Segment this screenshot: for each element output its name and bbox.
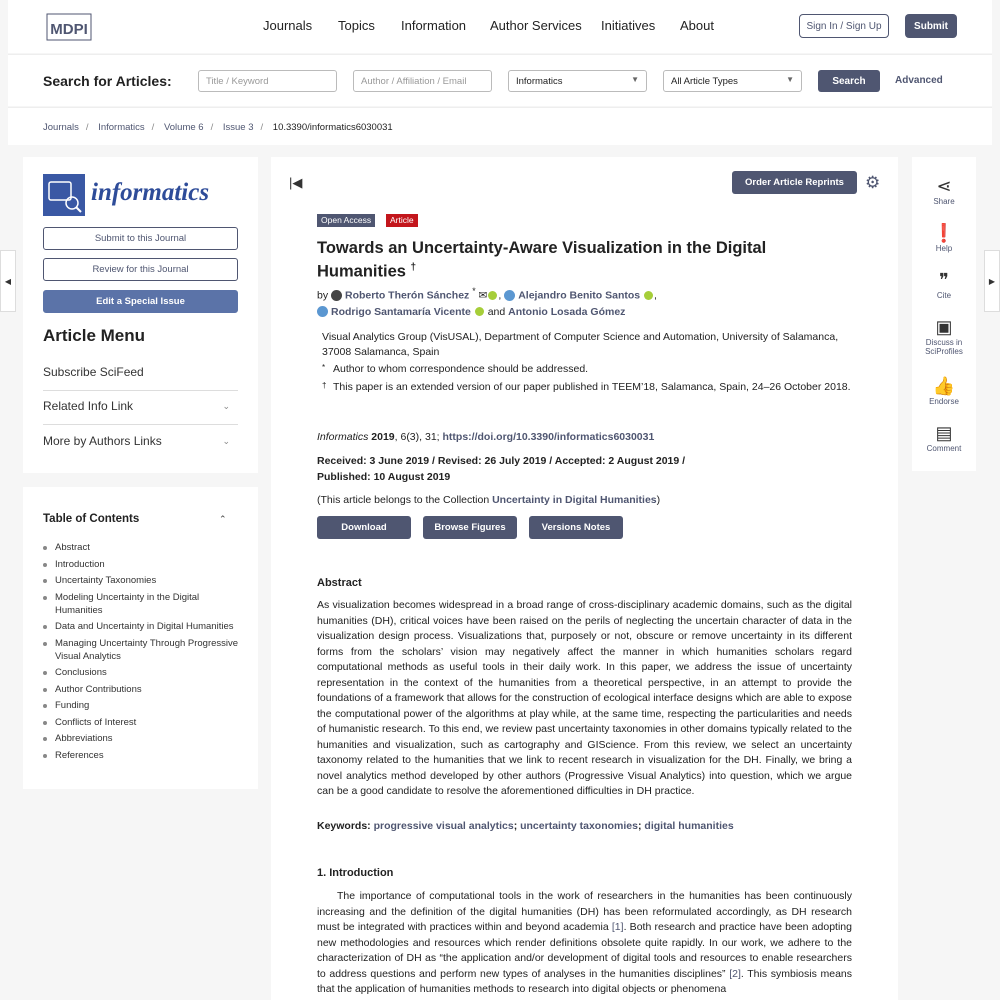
submit-to-journal-button[interactable]: Submit to this Journal [43,227,238,250]
share-icon: ⋖ [936,176,952,196]
breadcrumb-issue[interactable]: Issue 3 [222,122,254,133]
thumbs-up-icon: 👍 [932,376,956,396]
collection-link[interactable]: Uncertainty in Digital Humanities [492,494,657,506]
journal-panel [23,157,258,473]
menu-item-label: More by Authors Links [43,434,162,448]
article-title [317,239,797,282]
toc-item[interactable]: Conflicts of Interest [43,716,243,729]
orcid-icon[interactable] [475,307,484,316]
quote-icon: ❞ [939,270,949,290]
toc-item[interactable]: Author Contributions [43,683,243,696]
left-edge-toggle[interactable] [0,250,16,312]
toc-title[interactable]: Table of Contents [43,513,140,525]
publication-dates: Received: 3 June 2019 / Revised: 26 July 2019 / Accepted: 2 August 2019 / Published: 10 August 2019 [317,455,686,483]
chevron-up-icon[interactable]: ⌃ [219,514,227,524]
nav-about[interactable]: About [680,18,714,33]
breadcrumb-informatics[interactable]: Informatics [98,122,145,133]
toc-item[interactable]: Abbreviations [43,732,243,745]
chevron-down-icon: ⌄ [222,436,230,446]
abstract-text: As visualization becomes widespread in a broad range of cross-disciplinary academic domains, such as the digital humanities (DH), critical voices have been raised on the perils of neglecting the uncertain character of data in the visualization design process. Visualizations that, purposely or not, obscure or remove uncertainty in its different forms from the scholars’ vision may negatively affect the manner in which humanities scholars regard computational methods as useful tools in their daily work. In this paper, we address the issue of uncertainty representation in the context of the humanities from a theoretical perspective, in an attempt to provide the foundations of a framework that allows for the construction of ecological interface designs which are able to expose the computational power of the algorithms at play while, at the same time, respecting the particularities and needs of humanistic research. To this end, we review past uncertainty taxonomies in other domains typically related to the humanities and visualization, such as cartography and GIScience. From this review, we select an uncertainty taxonomy related to the humanities that we link to recent research in visualization for the DH. Finally, we bring a novel analytics method developed by other authors (Progressive Visual Analytics) into question, which we argue can be a good candidate to resolve the aforementioned difficulties in DH practice. [317,599,852,797]
toc-item[interactable]: Introduction [43,558,243,571]
discuss-label: Discuss in SciProfiles [925,338,963,356]
submit-button[interactable]: Submit [905,14,957,38]
journal-name[interactable]: informatics [91,179,210,206]
informatics-journal-logo[interactable] [43,174,85,216]
help-label: Help [935,244,953,253]
corresponding-mark: * [472,286,476,296]
keywords-label: Keywords: [317,820,371,832]
discuss-button[interactable] [912,316,976,356]
correspondence-note [322,362,857,377]
comment-icon: ▤ [935,423,953,443]
collection-line [317,494,660,506]
doi-link[interactable]: https://doi.org/10.3390/informatics6030031 [442,431,655,443]
by-label: by [317,289,329,302]
intro-text-3: . This symbiosis means that the application of humanities methods to research into digital objects or phenomena [317,967,852,995]
note-mark: † [322,381,327,390]
caret-left-icon: ◀ [4,276,12,286]
action-rail [912,157,976,471]
article-search-bar [8,54,992,106]
toc-item[interactable]: Abstract [43,541,243,554]
article-type-select[interactable] [663,70,802,92]
toc-item[interactable]: Uncertainty Taxonomies [43,574,243,587]
nav-information[interactable]: Information [401,18,467,33]
chevron-down-icon: ▼ [631,75,639,84]
browse-figures-button[interactable]: Browse Figures [423,516,517,539]
help-icon: ❗ [932,223,956,243]
breadcrumb-journals[interactable]: Journals [43,122,79,133]
mail-icon[interactable]: ✉ [478,289,488,302]
article-type-value: All Article Types [671,76,738,87]
article-type-badge: Article [386,214,418,227]
cite-journal: Informatics [317,431,369,443]
caret-right-icon: ▶ [988,276,996,286]
affiliation: Visual Analytics Group (VisUSAL), Department of Computer Science and Automation, University of Salamanca, 37008 Salamanca, Spain [322,331,839,358]
menu-related-info[interactable] [43,399,238,413]
sign-in-button[interactable]: Sign In / Sign Up [799,14,889,38]
extended-version-note [322,380,857,395]
endorse-label: Endorse [929,397,959,406]
and-label: and [487,305,506,318]
gear-icon[interactable]: ⚙ [865,173,881,192]
toc-list [43,541,243,765]
divider [43,390,238,391]
avatar [317,306,328,317]
collapse-sidebar-icon[interactable]: |◀ [289,175,303,190]
keyword-link[interactable]: progressive visual analytics [373,820,514,832]
keyword-link[interactable]: digital humanities [644,820,734,832]
author-input[interactable]: Author / Affiliation / Email [353,70,492,92]
chevron-down-icon: ▼ [786,75,794,84]
nav-author-services[interactable]: Author Services [490,18,582,33]
toc-item[interactable]: References [43,749,243,762]
chevron-down-icon: ⌄ [222,401,230,411]
nav-initiatives[interactable]: Initiatives [601,18,656,33]
reference-link[interactable]: [2] [729,967,741,980]
edit-special-issue-button[interactable]: Edit a Special Issue [43,290,238,313]
advanced-search-link[interactable]: Advanced [895,75,943,86]
toc-item[interactable]: Data and Uncertainty in Digital Humanities [43,620,243,633]
citation-line [317,431,654,443]
review-for-journal-button[interactable]: Review for this Journal [43,258,238,281]
cite-button[interactable] [912,269,976,300]
help-button[interactable] [912,222,976,253]
author-link[interactable]: Rodrigo Santamaría Vicente [331,305,471,318]
cite-label: Cite [936,291,952,300]
collection-suffix: ) [656,494,661,506]
author-link[interactable]: Alejandro Benito Santos [518,289,641,302]
versions-notes-button[interactable]: Versions Notes [529,516,623,539]
toc-item[interactable]: Funding [43,699,243,712]
avatar [331,290,342,301]
abstract-heading: Abstract [317,577,362,589]
toc-item[interactable]: Managing Uncertainty Through Progressive Visual Analytics [43,637,243,663]
reference-link[interactable]: [1] [611,921,624,933]
journal-select-value: Informatics [516,76,563,87]
menu-subscribe-scifeed[interactable] [43,365,238,379]
keyword-link[interactable]: uncertainty taxonomies [520,820,638,832]
intro-text-2: . Both research and practice have been adopting new methodologies and resources which render definitions obsolete quite rapidly. In our work, we adhere to the characterization of DH as “the application and/or development of digital tools and resources to enable researchers to address questions and perform new types of analyses in the humanities disciplines” [317,921,852,980]
title-text: Towards an Uncertainty-Aware Visualization in the Digital Humanities [317,239,767,281]
order-reprints-button[interactable]: Order Article Reprints [732,171,857,194]
top-navbar [8,0,992,53]
article-panel [271,157,898,1000]
comment-label: Comment [926,444,962,453]
toc-item[interactable]: Modeling Uncertainty in the Digital Humanities [43,591,243,617]
author-link[interactable]: Antonio Losada Gómez [508,305,626,318]
author-link[interactable]: Roberto Therón Sánchez [345,289,470,302]
open-access-badge: Open Access [317,214,375,227]
cite-year: 2019 [371,431,395,443]
nav-topics[interactable]: Topics [338,18,375,33]
share-label: Share [933,197,955,206]
search-label: Search for Articles: [43,73,172,89]
menu-item-label: Related Info Link [43,399,134,413]
breadcrumb-doi: 10.3390/informatics6030031 [272,122,393,133]
note-text: Author to whom correspondence should be addressed. [333,363,589,375]
note-text: This paper is an extended version of our paper published in TEEM’18, Salamanca, Spain, 24–26 October 2018. [333,381,851,393]
breadcrumb-volume[interactable]: Volume 6 [163,122,204,133]
intro-text-1: The importance of computational tools in the work of researchers in the humanities has been continuously increasing and the definition of the digital humanities (DH) has been reformulated accordingly, as DH research must be integrated with practices within and beyond academia [317,890,852,933]
note-mark: * [322,363,326,372]
author-list: by Roberto Therón Sánchez * ✉ , Alejandro Benito Santos , Rodrigo Santamaría Vicente and Antonio Losada Gómez [317,286,657,318]
breadcrumb: Journals / Informatics / Volume 6 / Issue 3 / 10.3390/informatics6030031 [43,122,393,133]
table-of-contents-panel [23,487,258,789]
logo-text: MDPI [50,21,88,38]
download-button[interactable]: Download [317,516,411,539]
orcid-icon[interactable] [488,291,497,300]
mdpi-logo[interactable] [43,10,95,44]
orcid-icon[interactable] [644,291,653,300]
endorse-button[interactable] [912,375,976,406]
comment-button[interactable] [912,422,976,453]
title-keyword-input[interactable]: Title / Keyword [198,70,337,92]
nav-journals[interactable]: Journals [263,18,313,33]
share-button[interactable] [912,175,976,206]
search-button[interactable]: Search [818,70,880,92]
avatar [504,290,515,301]
divider [43,424,238,425]
introduction-heading: 1. Introduction [317,867,394,879]
menu-item-label: Subscribe SciFeed [43,365,144,379]
introduction-text [317,889,852,998]
article-menu-title: Article Menu [43,326,146,345]
toc-item[interactable]: Conclusions [43,666,243,679]
cite-volume: , 6(3), 31; [394,431,443,443]
forum-icon: ▣ [935,317,953,337]
breadcrumb-bar [8,107,992,145]
title-footnote-mark: † [410,262,417,273]
journal-select[interactable] [508,70,647,92]
collection-prefix: (This article belongs to the Collection [317,494,493,506]
menu-more-by-authors[interactable] [43,434,238,448]
keywords-line: Keywords: progressive visual analytics; uncertainty taxonomies; digital humanities [317,820,734,832]
right-edge-toggle[interactable] [984,250,1000,312]
